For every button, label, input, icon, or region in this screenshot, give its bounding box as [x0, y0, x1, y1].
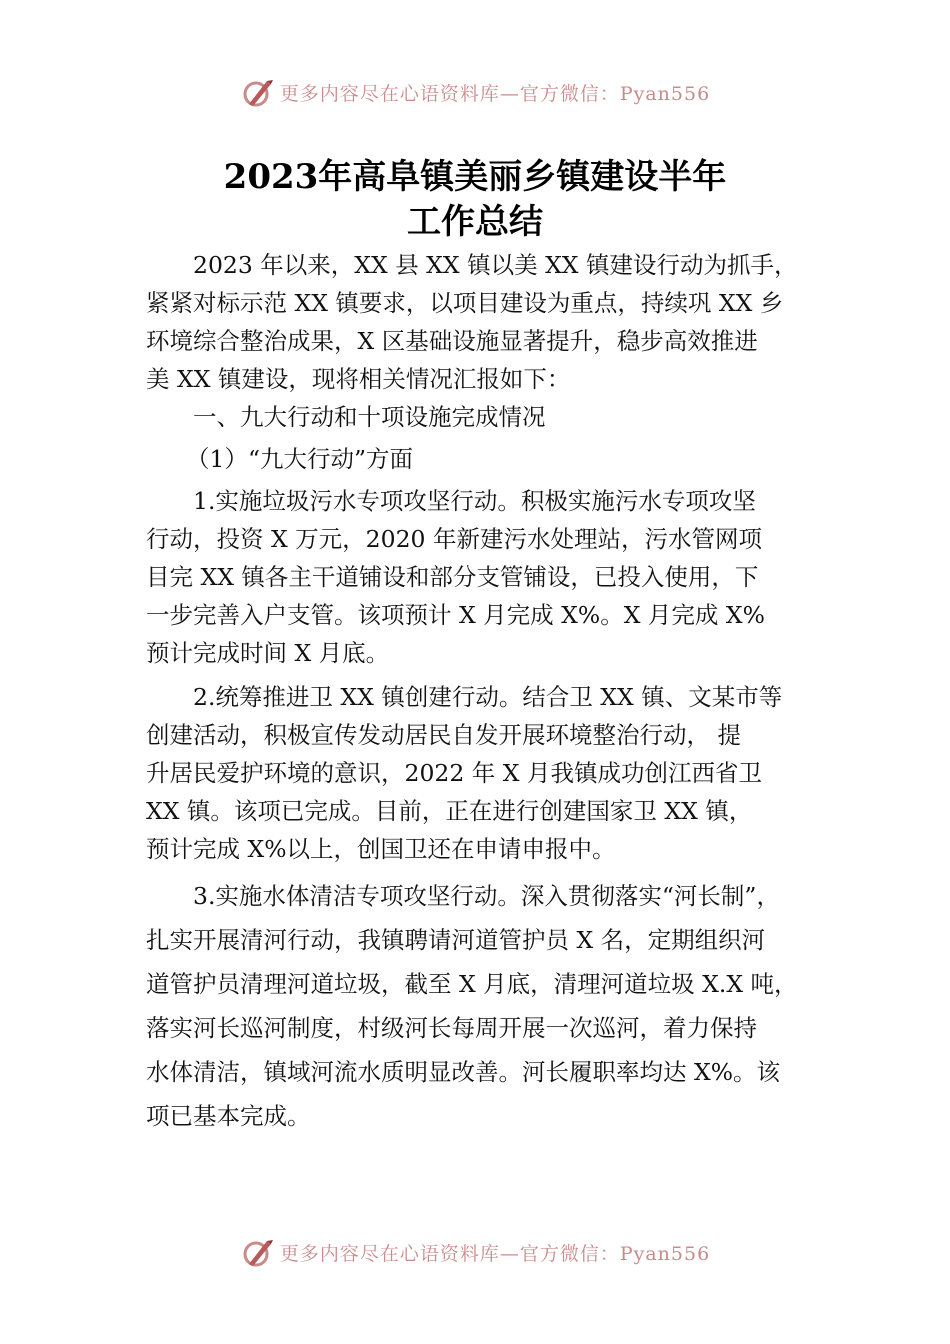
section-heading: 一、九大行动和十项设施完成情况 — [193, 403, 546, 431]
pen-logo-icon — [240, 75, 274, 109]
item3-line: 项已基本完成。 — [146, 1102, 311, 1130]
subsection-heading: （1）“九大行动”方面 — [186, 445, 413, 473]
item3-line: 3.实施水体清洁专项攻坚行动。深入贯彻落实“河长制”， — [193, 882, 780, 910]
item1-line: 1.实施垃圾污水专项攻坚行动。积极实施污水专项攻坚 — [193, 487, 756, 515]
document-title-line1: 2023年高阜镇美丽乡镇建设半年 — [223, 157, 727, 197]
item1-line: 预计完成时间 X 月底。 — [146, 639, 390, 667]
item3-line: 道管护员清理河道垃圾，截至 X 月底，清理河道垃圾 X.X 吨， — [146, 970, 798, 998]
item3-line: 落实河长巡河制度，村级河长每周开展一次巡河，着力保持 — [146, 1014, 757, 1042]
intro-line: 2023 年以来，XX 县 XX 镇以美 XX 镇建设行动为抓手， — [193, 251, 798, 279]
pen-logo-icon — [240, 1235, 274, 1269]
intro-line: 美 XX 镇建设，现将相关情况汇报如下： — [146, 365, 571, 393]
intro-line: 环境综合整治成果，X 区基础设施显著提升，稳步高效推进 — [146, 327, 758, 355]
item3-line: 水体清洁，镇域河流水质明显改善。河长履职率均达 X%。该 — [146, 1058, 781, 1086]
item2-line: 创建活动，积极宣传发动居民自发开展环境整治行动， 提 — [146, 721, 741, 749]
item2-line: 预计完成 X%以上，创国卫还在申请申报中。 — [146, 835, 616, 863]
item1-line: 一步完善入户支管。该项预计 X 月完成 X%。X 月完成 X% — [146, 601, 765, 629]
item2-line: 升居民爱护环境的意识，2022 年 X 月我镇成功创江西省卫 — [146, 759, 762, 787]
item3-line: 扎实开展清河行动，我镇聘请河道管护员 X 名，定期组织河 — [146, 926, 766, 954]
item2-line: XX 镇。该项已完成。目前，正在进行创建国家卫 XX 镇， — [146, 797, 753, 825]
document-body — [146, 246, 814, 1138]
watermark-text: 更多内容尽在心语资料库—官方微信：Pyan556 — [279, 1242, 711, 1265]
document-title-line2: 工作总结 — [407, 202, 543, 242]
item1-line: 行动，投资 X 万元，2020 年新建污水处理站，污水管网项 — [146, 525, 762, 553]
item2-line: 2.统筹推进卫 XX 镇创建行动。结合卫 XX 镇、文某市等 — [193, 683, 783, 711]
watermark-text: 更多内容尽在心语资料库—官方微信：Pyan556 — [279, 82, 711, 105]
item1-line: 目完 XX 镇各主干道铺设和部分支管铺设，已投入使用，下 — [146, 563, 759, 591]
header-watermark — [0, 72, 950, 112]
footer-watermark — [0, 1232, 950, 1272]
intro-line: 紧紧对标示范 XX 镇要求，以项目建设为重点，持续巩 XX 乡 — [146, 289, 784, 317]
